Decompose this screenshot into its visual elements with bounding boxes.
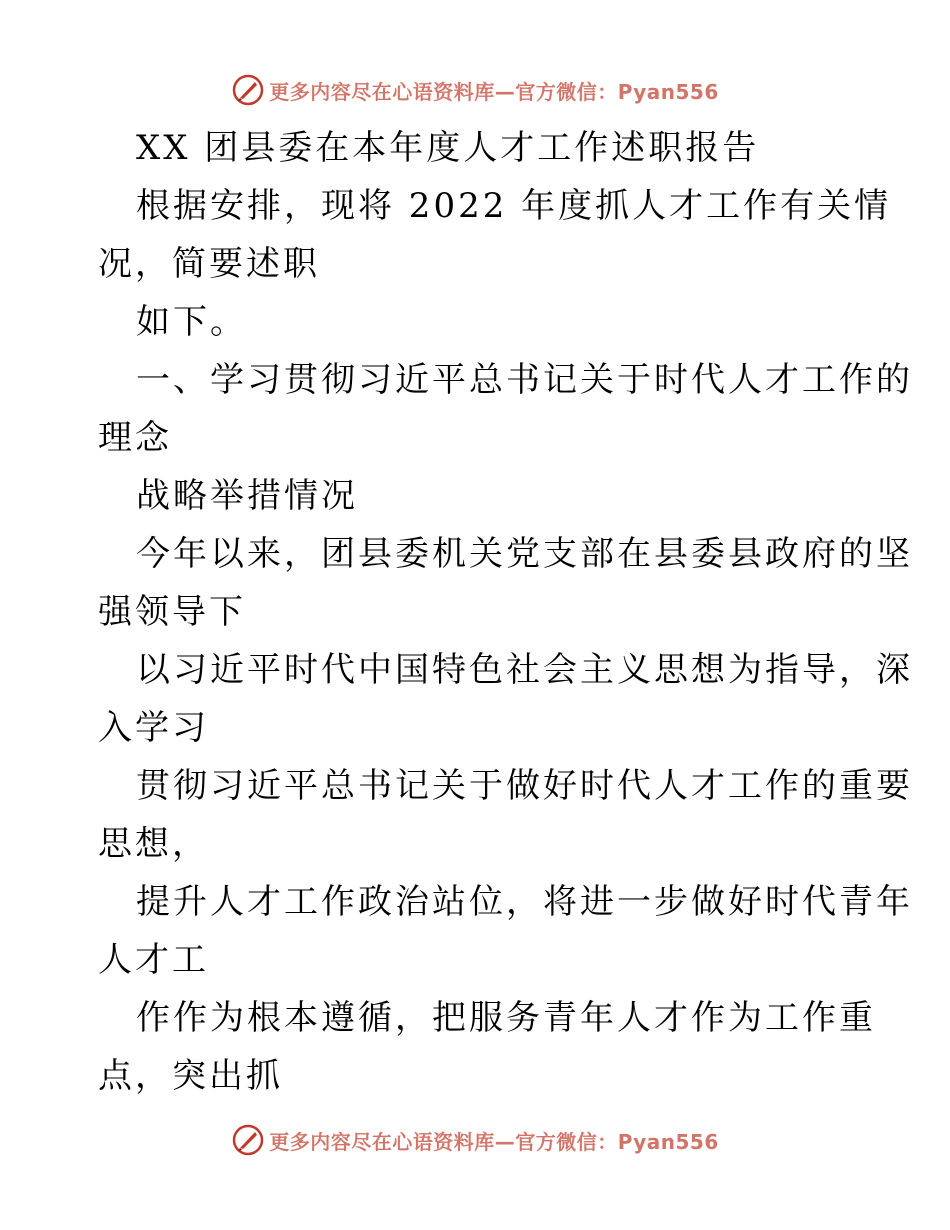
paragraph-line: 入学习	[98, 708, 209, 748]
paragraph-line: 今年以来，团县委机关党支部在县委县政府的坚	[136, 534, 913, 574]
paragraph-line: 强领导下	[98, 592, 246, 632]
footer-banner-inner	[231, 1123, 719, 1157]
section-heading-line: 理念	[98, 418, 172, 458]
footer-banner-text: 更多内容尽在心语资料库—官方微信：Pyan556	[269, 1129, 719, 1154]
paragraph-line: 以习近平时代中国特色社会主义思想为指导，深	[136, 650, 913, 690]
paragraph-line: 根据安排，现将 2022 年度抓人才工作有关情	[136, 186, 892, 226]
document-title: XX 团县委在本年度人才工作述职报告	[136, 128, 760, 168]
paragraph-line: 点，突出抓	[98, 1056, 283, 1096]
quill-pen-logo-icon	[231, 73, 265, 107]
paragraph-line: 贯彻习近平总书记关于做好时代人才工作的重要	[136, 766, 913, 806]
footer-banner	[0, 1120, 950, 1160]
header-banner-inner	[231, 73, 719, 107]
header-banner-text: 更多内容尽在心语资料库—官方微信：Pyan556	[269, 79, 719, 104]
paragraph-line: 如下。	[136, 302, 247, 342]
paragraph-line: 人才工	[98, 940, 209, 980]
header-banner	[0, 70, 950, 110]
quill-pen-logo-icon	[231, 1123, 265, 1157]
paragraph-line: 思想，	[98, 824, 209, 864]
paragraph-line: 提升人才工作政治站位，将进一步做好时代青年	[136, 882, 913, 922]
section-heading-line: 战略举措情况	[136, 476, 358, 516]
paragraph-line: 况，简要述职	[98, 244, 320, 284]
paragraph-line: 作作为根本遵循，把服务青年人才作为工作重	[136, 998, 876, 1038]
section-heading-line: 一、学习贯彻习近平总书记关于时代人才工作的	[136, 360, 913, 400]
